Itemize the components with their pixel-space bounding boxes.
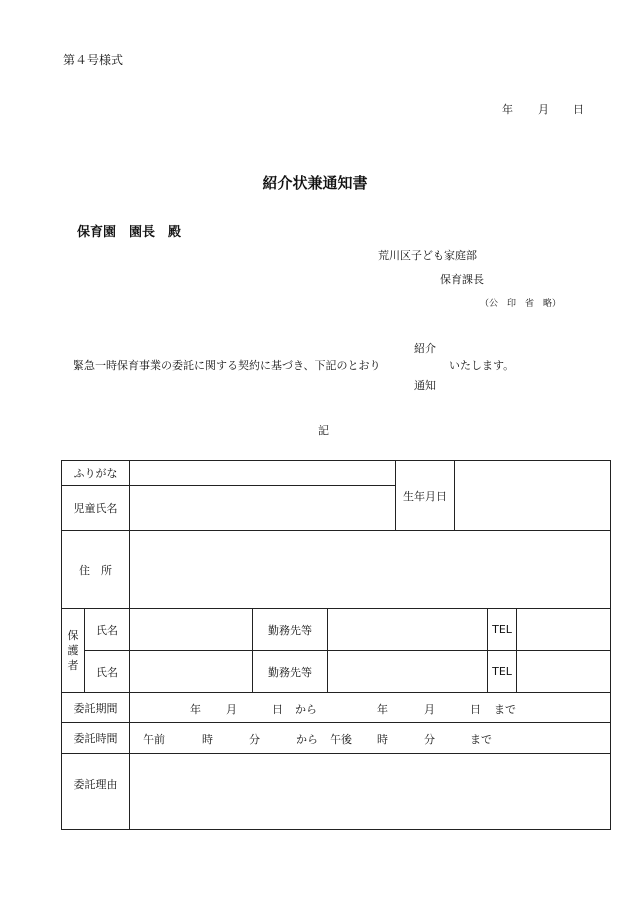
guardian1-workplace-label: 勤務先等 bbox=[253, 609, 328, 651]
time-field[interactable] bbox=[130, 723, 611, 754]
time-pm: 午後 bbox=[330, 732, 352, 746]
period-month1: 月 bbox=[226, 702, 237, 716]
form-number: 第４号様式 bbox=[63, 53, 124, 67]
time-hour1: 時 bbox=[202, 732, 213, 746]
period-year1: 年 bbox=[190, 702, 201, 716]
guardian1-name-label: 氏名 bbox=[85, 609, 130, 651]
time-min2: 分 bbox=[424, 732, 435, 746]
option-introduce: 紹介 bbox=[414, 342, 436, 355]
date-year-label: 年 bbox=[502, 103, 513, 116]
body-main-text: 緊急一時保育事業の委託に関する契約に基づき、下記のとおり bbox=[73, 359, 381, 372]
addressee: 保育園 園長 殿 bbox=[77, 225, 182, 240]
child-name-label: 児童氏名 bbox=[62, 486, 130, 531]
sender-section: 保育課長 bbox=[440, 273, 484, 286]
birthdate-field[interactable] bbox=[455, 461, 611, 531]
time-label: 委託時間 bbox=[62, 723, 130, 754]
furigana-label: ふりがな bbox=[62, 461, 130, 486]
guardian1-tel-label: TEL bbox=[488, 609, 517, 651]
address-label: 住 所 bbox=[62, 531, 130, 609]
seal-omitted-note: （公 印 省 略） bbox=[480, 299, 562, 309]
sender-department: 荒川区子ども家庭部 bbox=[378, 249, 477, 262]
address-field[interactable] bbox=[130, 531, 611, 609]
period-label: 委託期間 bbox=[62, 693, 130, 723]
time-hour2: 時 bbox=[377, 732, 388, 746]
guardian1-name-field[interactable] bbox=[130, 609, 253, 651]
birthdate-label: 生年月日 bbox=[396, 461, 455, 531]
time-from: から bbox=[296, 732, 318, 746]
guardian2-tel-label: TEL bbox=[488, 651, 517, 693]
reason-field[interactable] bbox=[130, 754, 611, 830]
date-month-label: 月 bbox=[538, 103, 549, 116]
guardian-label: 保 護 者 bbox=[62, 609, 85, 693]
time-until: まで bbox=[470, 732, 492, 746]
guardian1-tel-field[interactable] bbox=[517, 609, 611, 651]
guardian2-name-field[interactable] bbox=[130, 651, 253, 693]
details-table bbox=[61, 460, 611, 830]
time-min1: 分 bbox=[249, 732, 260, 746]
document-title: 紹介状兼通知書 bbox=[262, 174, 368, 192]
period-field[interactable] bbox=[130, 693, 611, 723]
guardian2-workplace-field[interactable] bbox=[328, 651, 488, 693]
date-day-label: 日 bbox=[573, 103, 584, 116]
guardian2-workplace-label: 勤務先等 bbox=[253, 651, 328, 693]
period-until: まで bbox=[494, 702, 516, 716]
guardian2-name-label: 氏名 bbox=[85, 651, 130, 693]
furigana-field[interactable] bbox=[130, 461, 396, 486]
child-name-field[interactable] bbox=[130, 486, 396, 531]
ki-label: 記 bbox=[318, 424, 329, 437]
option-notify: 通知 bbox=[414, 379, 436, 392]
period-from: から bbox=[295, 702, 317, 716]
period-day1: 日 bbox=[272, 702, 283, 716]
reason-label: 委託理由 bbox=[62, 754, 130, 830]
guardian1-workplace-field[interactable] bbox=[328, 609, 488, 651]
body-ending-text: いたします。 bbox=[449, 359, 515, 372]
period-year2: 年 bbox=[377, 702, 388, 716]
time-am: 午前 bbox=[143, 732, 165, 746]
period-day2: 日 bbox=[470, 702, 481, 716]
period-month2: 月 bbox=[424, 702, 435, 716]
guardian2-tel-field[interactable] bbox=[517, 651, 611, 693]
